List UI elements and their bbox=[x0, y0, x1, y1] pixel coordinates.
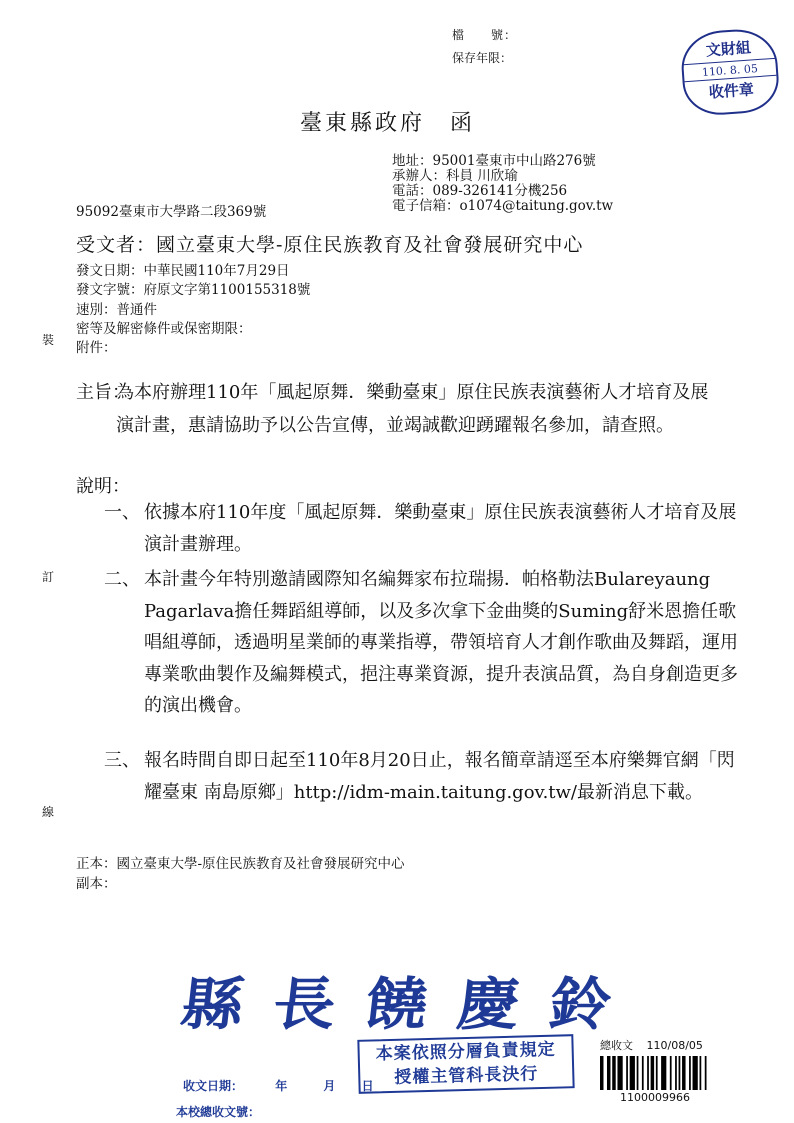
barcode-bar bbox=[642, 1056, 644, 1090]
delegation-line-1: 本案依照分層負責規定 bbox=[375, 1039, 556, 1065]
subject-text: 為本府辦理110年「風起原舞．樂動臺東」原住民族表演藝術人才培育及展演計畫，惠請協助予以公告宣傳，並竭誠歡迎踴躍報名參加，請查照。 bbox=[116, 382, 709, 436]
barcode-icon bbox=[600, 1056, 710, 1090]
document-meta bbox=[76, 262, 310, 358]
barcode-bar bbox=[705, 1056, 707, 1090]
barcode-date: 110/08/05 bbox=[646, 1039, 703, 1052]
explanation-item bbox=[104, 497, 764, 563]
original-recipient: 正本：國立臺東大學-原住民族教育及社會發展研究中心 bbox=[76, 856, 405, 872]
distribution-list bbox=[76, 854, 405, 894]
receipt-day: 日 bbox=[361, 1079, 374, 1093]
security-level: 密等及解密條件或保密期限： bbox=[76, 320, 252, 337]
explanation-item bbox=[104, 745, 764, 845]
barcode-bar bbox=[612, 1056, 615, 1090]
item-number: 三、 bbox=[104, 750, 140, 771]
barcode-bar bbox=[689, 1056, 691, 1090]
attachment: 附件： bbox=[76, 340, 117, 357]
barcode-bar bbox=[675, 1056, 677, 1090]
barcode-bar bbox=[693, 1056, 698, 1090]
sender-phone: 電話：089-326141分機256 bbox=[392, 183, 568, 199]
copy-recipient: 副本： bbox=[76, 876, 117, 892]
binding-mark-middle: 訂 bbox=[42, 570, 55, 584]
barcode-bar bbox=[617, 1056, 622, 1090]
sender-info bbox=[392, 154, 613, 214]
barcode-header bbox=[600, 1037, 710, 1053]
addressee: 受文者：國立臺東大學-原住民族教育及社會發展研究中心 bbox=[76, 234, 584, 256]
barcode-label: 總收文 bbox=[600, 1039, 633, 1052]
item-text: 報名時間自即日起至110年8月20日止，報名簡章請逕至本府樂舞官網「閃耀臺東 南島原鄉」http://idm-main.taitung.gov.tw/最新消息下載。 bbox=[144, 750, 735, 803]
barcode-bar bbox=[651, 1056, 654, 1090]
barcode-area bbox=[600, 1037, 710, 1104]
explanation-item bbox=[104, 564, 764, 744]
issue-date: 發文日期：中華民國110年7月29日 bbox=[76, 263, 290, 279]
stamp-label: 收件章 bbox=[685, 75, 778, 104]
magistrate-signature: 縣長饒慶鈴 bbox=[177, 970, 646, 1038]
item-number: 二、 bbox=[104, 569, 140, 590]
receipt-stamp bbox=[679, 27, 781, 117]
document-title: 臺東縣政府 函 bbox=[300, 111, 476, 136]
barcode-bar bbox=[637, 1056, 639, 1090]
school-receipt-number: 本校總收文號： bbox=[176, 1105, 261, 1119]
barcode-bar bbox=[600, 1056, 603, 1090]
barcode-bar bbox=[656, 1056, 658, 1090]
subject-label: 主旨： bbox=[76, 382, 130, 403]
barcode-bar bbox=[679, 1056, 681, 1090]
recipient-address: 95092臺東市大學路二段369號 bbox=[76, 204, 267, 220]
barcode-bar bbox=[682, 1056, 685, 1090]
receipt-year: 年 bbox=[275, 1079, 288, 1093]
item-text: 本計畫今年特別邀請國際知名編舞家布拉瑞揚．帕格勒法Bulareyaung Pagarlava擔任舞蹈組導師，以及多次拿下金曲獎的Suming舒米恩擔任歌唱組導師，透過明星業師的專業指導，帶領培育人才創作歌曲及舞蹈，運用專業歌曲製作及編舞模式，挹注專業資源，提升表演品質，為自身創造更多的演出機會。 bbox=[144, 569, 738, 716]
sender-handler: 承辦人：科員 川欣瑜 bbox=[392, 168, 518, 184]
delivery-speed: 速別：普通件 bbox=[76, 301, 157, 318]
receipt-date bbox=[183, 1077, 374, 1094]
archive-number-label: 檔 號： bbox=[452, 28, 518, 42]
sender-address: 地址：95001臺東市中山路276號 bbox=[392, 153, 596, 169]
barcode-bar bbox=[670, 1056, 672, 1090]
item-text: 依據本府110年度「風起原舞．樂動臺東」原住民族表演藝術人才培育及展演計畫辦理。 bbox=[144, 502, 737, 555]
barcode-bar bbox=[630, 1056, 635, 1090]
stamp-unit: 文財組 bbox=[682, 35, 775, 65]
stamp-date: 110. 8. 05 bbox=[701, 62, 759, 79]
barcode-bar bbox=[626, 1056, 628, 1090]
delegation-line-2: 授權主管科長決行 bbox=[394, 1064, 539, 1088]
retention-period-label: 保存年限： bbox=[452, 51, 513, 65]
barcode-bar bbox=[700, 1056, 702, 1090]
receipt-date-label: 收文日期： bbox=[183, 1079, 244, 1093]
binding-mark-top: 裝 bbox=[42, 333, 55, 347]
barcode-bar bbox=[647, 1056, 649, 1090]
barcode-bar bbox=[661, 1056, 666, 1090]
barcode-bar bbox=[607, 1056, 610, 1090]
binding-mark-bottom: 線 bbox=[42, 805, 55, 819]
item-number: 一、 bbox=[104, 502, 140, 523]
receipt-month: 月 bbox=[323, 1079, 336, 1093]
sender-email: 電子信箱：o1074@taitung.gov.tw bbox=[392, 198, 614, 214]
barcode-number: 1100009966 bbox=[620, 1091, 690, 1104]
delegation-stamp bbox=[357, 1034, 574, 1094]
explanation-label: 說明： bbox=[76, 476, 130, 497]
document-number: 發文字號：府原文字第1100155318號 bbox=[76, 282, 311, 299]
